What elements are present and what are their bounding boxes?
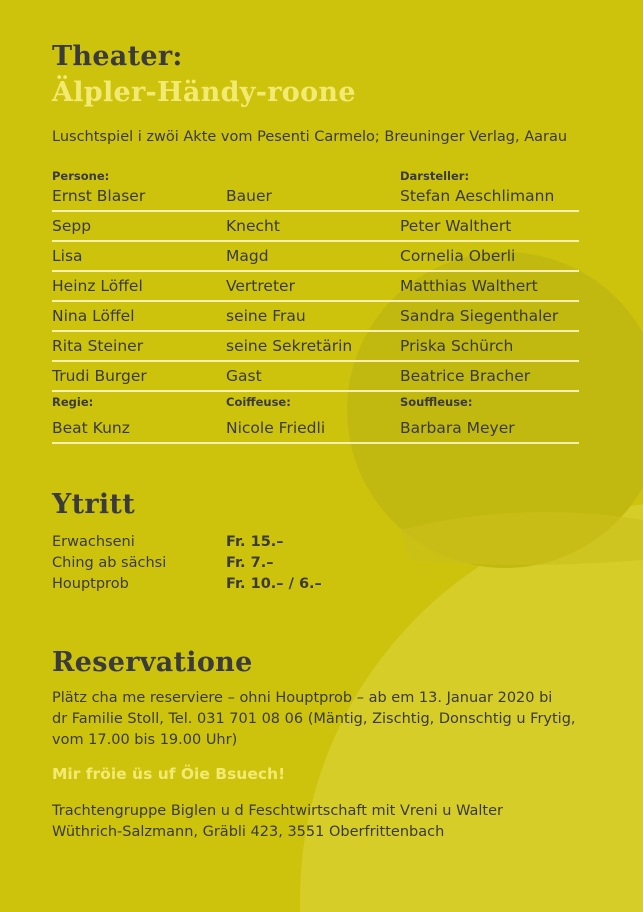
play-subtitle: Luschtspiel i zwöi Akte vom Pesenti Carmelo; Breuninger Verlag, Aarau [52, 129, 568, 145]
footer-line: Wüthrich-Salzmann, Gräbli 423, 3551 Oberfrittenbach [52, 824, 445, 840]
cast-row [52, 272, 579, 302]
cast-row [52, 362, 579, 392]
actor-name: Cornelia Oberli [400, 247, 516, 265]
greeting: Mir fröie üs uf Öie Bsuech! [52, 765, 286, 783]
character-name: Sepp [52, 217, 92, 235]
character-name: Rita Steiner [52, 337, 144, 355]
coiffeuse-name: Nicole Friedli [226, 419, 326, 437]
actor-name: Peter Walthert [400, 217, 512, 235]
coiffeuse-label: Coiffeuse: [226, 395, 291, 409]
regie-name: Beat Kunz [52, 419, 130, 437]
character-role: Bauer [226, 187, 272, 205]
character-name: Heinz Löffel [52, 277, 143, 295]
cast-row [52, 332, 579, 362]
cast-row [52, 212, 579, 242]
price-value: Fr. 10.– / 6.– [226, 576, 322, 592]
actor-name: Matthias Walthert [400, 277, 538, 295]
price-label: Houptprob [52, 576, 129, 592]
actor-name: Stefan Aeschlimann [400, 187, 555, 205]
footer-line: Trachtengruppe Biglen u d Feschtwirtschaft mit Vreni u Walter [52, 803, 503, 819]
reservation-heading: Reservatione [52, 647, 253, 678]
price-value: Fr. 15.– [226, 534, 284, 550]
price-label: Ching ab sächsi [52, 555, 167, 571]
character-role: Magd [226, 247, 269, 265]
persone-label: Persone: [52, 169, 110, 183]
reservation-line: vom 17.00 bis 19.00 Uhr) [52, 732, 238, 748]
footer-text [52, 801, 579, 843]
actor-name: Priska Schürch [400, 337, 514, 355]
price-label: Erwachseni [52, 534, 135, 550]
play-title: Älpler-Händy-roone [52, 77, 356, 108]
souffleuse-label: Souffleuse: [400, 395, 473, 409]
cast-row [52, 242, 579, 272]
souffleuse-name: Barbara Meyer [400, 419, 515, 437]
character-name: Lisa [52, 247, 83, 265]
character-role: seine Frau [226, 307, 306, 325]
reservation-line: Plätz cha me reserviere – ohni Houptprob – ab em 13. Januar 2020 bi [52, 690, 553, 706]
character-name: Trudi Burger [52, 367, 147, 385]
cast-row [52, 302, 579, 332]
ytritt-heading: Ytritt [52, 489, 135, 520]
actor-name: Sandra Siegenthaler [400, 307, 559, 325]
actor-name: Beatrice Bracher [400, 367, 531, 385]
reservation-text [52, 688, 579, 751]
character-role: seine Sekretärin [226, 337, 353, 355]
character-name: Nina Löffel [52, 307, 135, 325]
character-role: Vertreter [226, 277, 295, 295]
character-role: Knecht [226, 217, 280, 235]
reservation-line: dr Familie Stoll, Tel. 031 701 08 06 (Mäntig, Zischtig, Donschtig u Frytig, [52, 711, 576, 727]
character-role: Gast [226, 367, 262, 385]
darsteller-label: Darsteller: [400, 169, 470, 183]
character-name: Ernst Blaser [52, 187, 146, 205]
cast-row [52, 166, 579, 212]
price-value: Fr. 7.– [226, 555, 274, 571]
credits-row [52, 392, 579, 444]
regie-label: Regie: [52, 395, 94, 409]
title-line-1: Theater: [52, 41, 183, 72]
cast-table [52, 166, 579, 444]
